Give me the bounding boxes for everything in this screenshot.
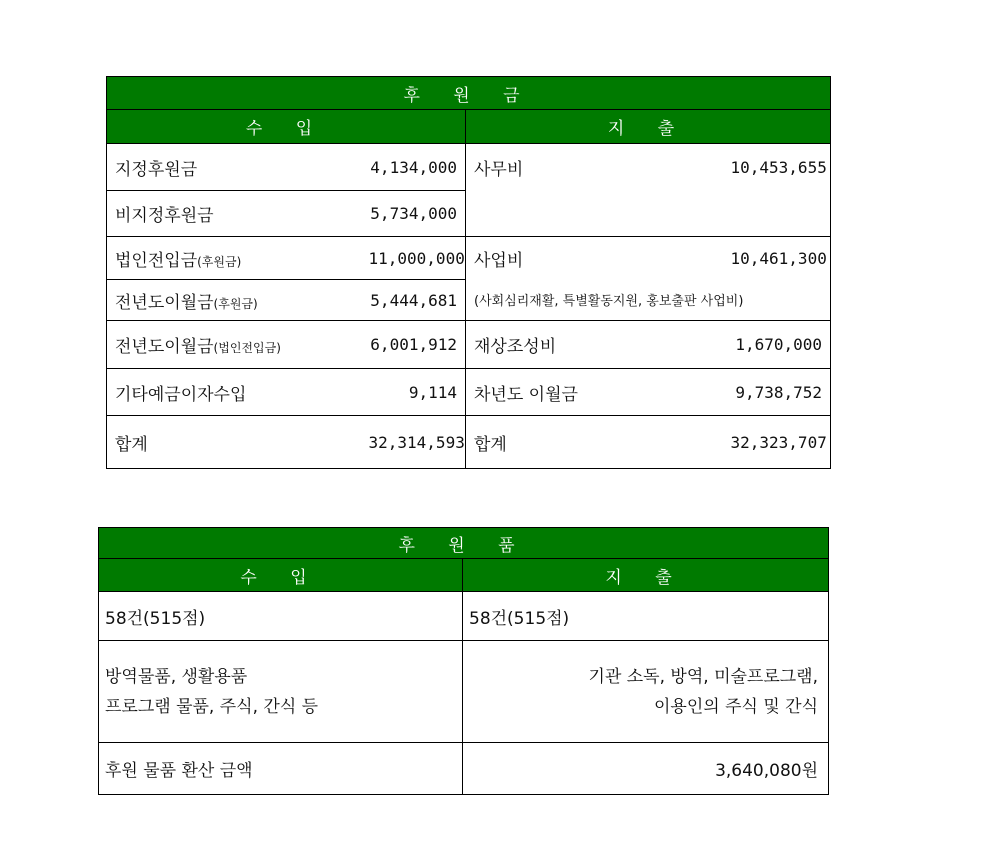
income-value: 4,134,000 [361,144,466,191]
income-value: 6,001,912 [361,321,466,369]
expense-value: 10,453,655 [723,144,831,191]
expense-label: 사무비 [466,144,723,191]
income-total-value: 32,314,593 [361,416,466,469]
income-label: 전년도이월금(법인전입금) [107,321,361,369]
income-sublabel: (법인전입금) [213,341,281,355]
donation-goods-table [98,527,829,795]
goods-income-items-line: 방역물품, 생활용품 [105,666,248,687]
goods-total-value: 3,640,080원 [463,743,829,795]
expense-label: 재상조성비 [466,321,723,369]
income-label: 기타예금이자수입 [107,369,361,416]
money-expense-header: 지 출 [466,110,831,144]
goods-income-items [99,641,463,743]
expense-label: 사업비 [466,237,723,280]
expense-total-value: 32,323,707 [723,416,831,469]
goods-income-header: 수 입 [99,559,463,592]
income-value: 11,000,000 [361,237,466,280]
expense-total-label: 합계 [466,416,723,469]
expense-empty-cell [723,191,831,237]
income-sublabel: (후원금) [213,296,258,311]
expense-value: 1,670,000 [723,321,831,369]
donation-money-table [106,76,831,469]
goods-expense-count: 58건(515점) [463,592,829,641]
income-value: 9,114 [361,369,466,416]
income-label: 전년도이월금(후원금) [107,280,361,321]
goods-table-title: 후 원 품 [99,528,829,559]
income-sublabel: (후원금) [197,254,242,269]
goods-income-items-line: 프로그램 물품, 주식, 간식 등 [105,696,319,717]
money-table-title: 후 원 금 [107,77,831,110]
goods-total-label: 후원 물품 환산 금액 [99,743,463,795]
goods-income-count: 58건(515점) [99,592,463,641]
expense-empty-cell [466,191,723,237]
expense-value: 9,738,752 [723,369,831,416]
income-value: 5,734,000 [361,191,466,237]
goods-expense-items-line: 기관 소독, 방역, 미술프로그램, [588,666,819,687]
goods-expense-items [463,641,829,743]
income-value: 5,444,681 [361,280,466,321]
income-label: 지정후원금 [107,144,361,191]
money-income-header: 수 입 [107,110,466,144]
goods-expense-items-line: 이용인의 주식 및 간식 [654,696,819,717]
expense-label: 차년도 이월금 [466,369,723,416]
expense-value: 10,461,300 [723,237,831,280]
income-label: 비지정후원금 [107,191,361,237]
goods-expense-header: 지 출 [463,559,829,592]
income-label: 법인전입금(후원금) [107,237,361,280]
expense-note: (사회심리재활, 특별활동지원, 홍보출판 사업비) [466,280,831,321]
income-total-label: 합계 [107,416,361,469]
